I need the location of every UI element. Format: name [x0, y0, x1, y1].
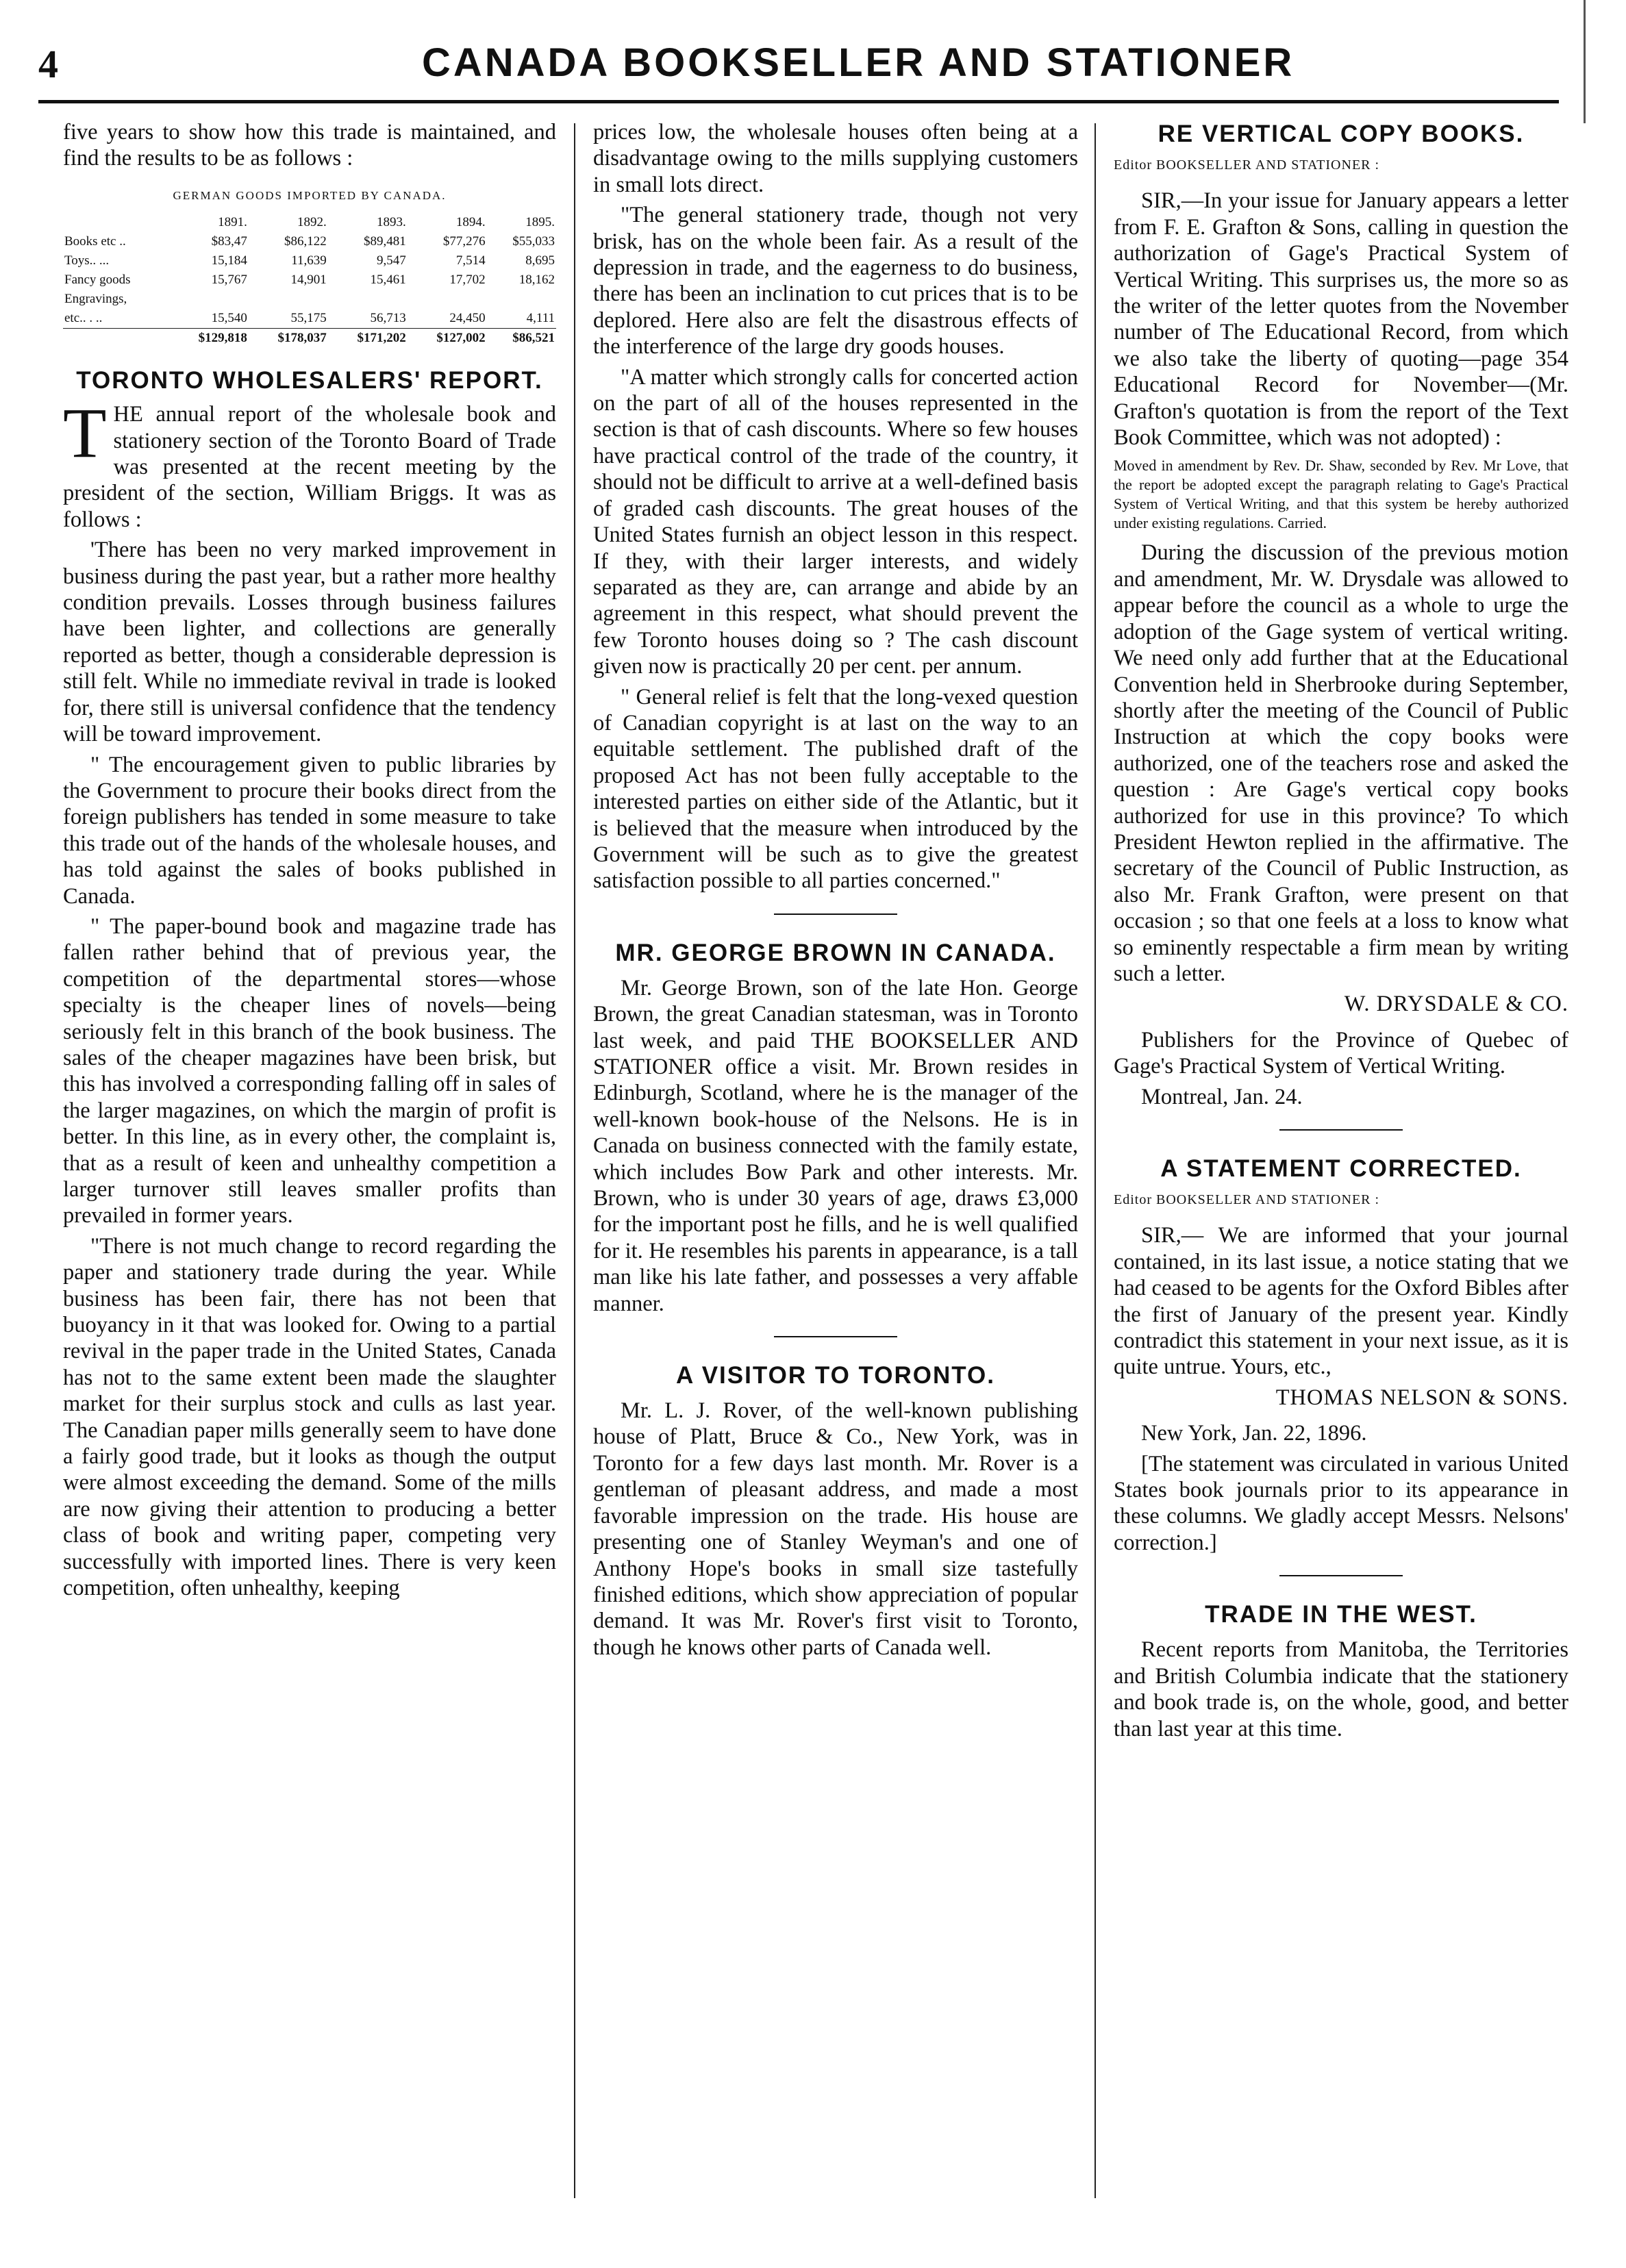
table-cell: 55,175: [290, 311, 327, 326]
article-paragraph: Mr. L. J. Rover, of the well-known publishing house of Platt, Bruce & Co., New York, was in Toronto for a few days last month. Mr. Rover is a gentleman of pleasant address, and made a most favorable impression on the trade. His house are presenting one of Stanley Weyman's and one of Anthony Hope's books in small size tastefully finished editions, which show appreciation of popular demand. It was Mr. Rover's first visit to Toronto, though he knows other parts of Canada well.: [593, 1398, 1078, 1660]
table-cell: 9,547: [376, 253, 406, 268]
article-paragraph: "A matter which strongly calls for concerted action on the part of all of the houses represented in the section is that of cash discounts. Where so few houses have practical control of the trade of the country, it should not be difficult to arrive at a well-defined basis of graded cash discounts. The great houses of the United States furnish an object lesson in this respect. If they, with their larger interests, and widely separated as they are, can arrange and abide by an agreement in this respect, what should prevent the few Toronto houses doing so ? The cash discount given now is practically 20 per cent. per annum.: [593, 364, 1078, 679]
masthead-title: CANADA BOOKSELLER AND STATIONER: [422, 40, 1295, 85]
year-cell: 1895.: [525, 215, 555, 230]
section-divider: [774, 1336, 897, 1337]
article-paragraph: " The paper-bound book and magazine trade has fallen rather behind that of previous year, the competition of the departmental stores—whose specialty is the cheaper lines of novels—being seriously felt in this branch of the book business. The sales of the cheaper magazines have been brisk, but this has involved a corresponding falling off in sales of the larger magazines, on which the margin of profit is better. In this line, as in every other, the complaint is, that as a result of keen and unhealthy competition a larger turnover still leaves smaller profits than prevailed in former years.: [63, 914, 556, 1228]
article-heading-trade-west: TRADE IN THE WEST.: [1205, 1601, 1477, 1628]
table-cell: $89,481: [363, 234, 406, 249]
article-heading-visitor: A VISITOR TO TORONTO.: [676, 1362, 995, 1389]
table-cell: 4,111: [526, 311, 555, 326]
import-table: [63, 213, 556, 348]
table-cell: $83,47: [211, 234, 247, 249]
dateline: New York, Jan. 22, 1896.: [1141, 1421, 1367, 1446]
table-cell: 24,450: [449, 311, 486, 326]
col1-intro: five years to show how this trade is maintained, and find the results to be as follows :: [63, 120, 556, 171]
table-row: [63, 309, 556, 329]
article-paragraph: " General relief is felt that the long-vexed question of Canadian copyright is at last on the way to an equitable settlement. The published draft of the proposed Act has not been fully acceptable to the interested parties on either side of the Atlantic, but it is believed that the measure when introduced by the Government will be such as to give the greatest satisfaction possible to all parties concerned.": [593, 684, 1078, 894]
row-label: etc.. . ..: [64, 311, 103, 326]
article-paragraph: " The encouragement given to public libraries by the Government to procure their books direct from the foreign publishers has tended in some measure to take this trade out of the hands of the wholesale houses, and has told against the sales of books published in Canada.: [63, 752, 556, 909]
column-1: [63, 119, 556, 1606]
quoted-motion: Moved in amendment by Rev. Dr. Shaw, seconded by Rev. Mr Love, that the report be adopted except the paragraph relating to Gage's Practical System of Vertical Writing, and that this system be hereby authorized under existing regulations. Carried.: [1114, 457, 1568, 532]
table-cell: $77,276: [442, 234, 486, 249]
table-cell: 56,713: [370, 311, 406, 326]
table-cell: 15,767: [211, 273, 247, 288]
scan-edge-line: [1584, 0, 1586, 123]
dateline: Montreal, Jan. 24.: [1141, 1084, 1303, 1109]
row-label: Fancy goods: [64, 273, 131, 288]
table-row: [63, 232, 556, 251]
article-heading-statement-corrected: A STATEMENT CORRECTED.: [1160, 1155, 1522, 1182]
table-row: [63, 251, 556, 270]
column-3: [1114, 119, 1568, 1746]
section-divider: [1279, 1129, 1403, 1131]
column-2: [593, 119, 1078, 1665]
row-label: Engravings,: [64, 292, 127, 307]
table-cell: $55,033: [512, 234, 555, 249]
year-cell: 1892.: [297, 215, 327, 230]
year-cell: 1893.: [376, 215, 406, 230]
article-paragraph: "There is not much change to record regarding the paper and stationery trade during the year. While business has been fair, there has not been that buoyancy in it that was looked for. Owing to a partial revival in the paper trade in the United States, Canada has not to the same extent been made the slaughter market for their surplus stock and culls as last year. The Canadian paper mills generally seem to have done a fairly good trade, but it looks as though the output were almost exceeding the demand. Some of the mills are now giving their attention to producing a better class of book and writing paper, competing very successfully with imported lines. There is very keen competition, often unhealthy, keeping: [63, 1233, 556, 1601]
total-cell: $129,818: [169, 329, 249, 349]
table-cell: 14,901: [290, 273, 327, 288]
row-label: Books etc ..: [64, 234, 126, 249]
drop-cap: T: [63, 394, 107, 473]
article-paragraph: Recent reports from Manitoba, the Territories and British Columbia indicate that the stationery and book trade is, on the whole, good, and better than last year at this time.: [1114, 1637, 1568, 1741]
signature: W. DRYSDALE & CO.: [1344, 992, 1568, 1017]
article-paragraph: prices low, the wholesale houses often being at a disadvantage owing to the mills supplying customers in small lots direct.: [593, 120, 1078, 197]
article-paragraph: During the discussion of the previous motion and amendment, Mr. W. Drysdale was allowed to appear before the council as a whole to urge the adoption of the Gage system of vertical writing. We need only add further that at the Educational Convention held in Sherbrooke during September, shortly after the meeting of the Council of Public Instruction at which the copy books were authorized, one of the teachers rose and asked the question : Are Gage's vertical copy books authorized for use in this province? To which President Hewton replied in the affirmative. The secretary of the Council of Public Instruction, as also Mr. Frank Grafton, were present on that occasion ; so that one feels at a loss to know what so eminently respectable a firm mean by writing such a letter.: [1114, 540, 1568, 986]
total-cell: $178,037: [249, 329, 328, 349]
page-number: 4: [38, 42, 58, 86]
year-cell: 1891.: [218, 215, 247, 230]
table-cell: 18,162: [518, 273, 555, 288]
editor-note: [The statement was circulated in various United States book journals prior to its appearance in these columns. We gladly accept Messrs. Nelsons' correction.]: [1114, 1451, 1568, 1555]
article-paragraph: Publishers for the Province of Quebec of Gage's Practical System of Vertical Writing.: [1114, 1027, 1568, 1079]
article-paragraph: "The general stationery trade, though not very brisk, has on the whole been fair. As a result of the depression in trade, and the eagerness to do business, there has been an inclination to cut prices that is to be deplored. Here also are felt the disastrous effects of the interference of the large dry goods houses.: [593, 203, 1078, 360]
totals-row: [63, 329, 556, 349]
table-cell: 15,540: [211, 311, 247, 326]
article-paragraph: [63, 394, 556, 533]
article-heading-george-brown: MR. GEORGE BROWN IN CANADA.: [615, 939, 1056, 966]
table-cell: 11,639: [291, 253, 327, 268]
section-divider: [1279, 1575, 1403, 1576]
article-heading-toronto-wholesalers: TORONTO WHOLESALERS' REPORT.: [76, 367, 543, 394]
editor-salutation: Editor BOOKSELLER AND STATIONER :: [1114, 158, 1380, 173]
page-header: [38, 37, 1559, 97]
paragraph-text: HE annual report of the wholesale book and stationery section of the Toronto Board of Trade was presented at the recent meeting by the president of the section, William Briggs. It was as follows :: [63, 402, 556, 532]
row-label: Toys.. ...: [64, 253, 110, 268]
table-cell: 7,514: [455, 253, 486, 268]
article-paragraph: 'There has been no very marked improvement in business during the past year, but a rather more healthy condition prevails. Losses through business failures have been lighter, and collections are generally reported as better, though a considerable depression is still felt. While no immediate revival in trade is looked for, there still is universal confidence that the tendency will be toward improvement.: [63, 538, 556, 747]
section-divider: [774, 914, 897, 915]
article-paragraph: SIR,— We are informed that your journal contained, in its last issue, a notice stating that we had ceased to be agents for the Oxford Bibles after the first of January of the present year. Kindly contradict this statement in your next issue, as it is quite untrue. Yours, etc.,: [1114, 1223, 1568, 1380]
total-cell: $171,202: [328, 329, 408, 349]
import-table-caption: GERMAN GOODS IMPORTED BY CANADA.: [173, 188, 447, 202]
total-cell: $86,521: [487, 329, 556, 349]
table-row: [63, 290, 556, 309]
table-cell: $86,122: [284, 234, 327, 249]
editor-salutation: Editor BOOKSELLER AND STATIONER :: [1114, 1192, 1380, 1207]
import-table-header: [63, 213, 556, 232]
header-rule: [38, 100, 1559, 103]
table-cell: 15,184: [211, 253, 247, 268]
table-cell: 15,461: [370, 273, 406, 288]
signature: THOMAS NELSON & SONS.: [1275, 1385, 1568, 1410]
article-paragraph: Mr. George Brown, son of the late Hon. George Brown, the great Canadian statesman, was in Toronto last week, and paid THE BOOKSELLER AND STATIONER office a visit. Mr. Brown resides in Edinburgh, Scotland, where he is the manager of the well-known book-house of the Nelsons. He is in Canada on business connected with the family estate, which includes Bow Park and other interests. Mr. Brown, who is under 30 years of age, draws £3,000 for the important post he fills, and he is well qualified for it. He resembles his parents in appearance, is a tall man like his late father, and possesses a very affable manner.: [593, 975, 1078, 1316]
column-rule-2: [1095, 123, 1096, 2198]
article-heading-vertical-copy-books: RE VERTICAL COPY BOOKS.: [1158, 121, 1525, 147]
table-cell: 8,695: [525, 253, 555, 268]
table-cell: 17,702: [449, 273, 486, 288]
table-row: [63, 270, 556, 290]
year-cell: 1894.: [455, 215, 486, 230]
article-paragraph: SIR,—In your issue for January appears a letter from F. E. Grafton & Sons, calling in question the authorization of Gage's Practical System of Vertical Writing. This surprises us, the more so as the writer of the letter quotes from the November number of The Educational Record, from which we also take the liberty of quoting—page 354 Educational Record for November—(Mr. Grafton's quotation is from the report of the Text Book Committee, which was not adopted) :: [1114, 188, 1568, 451]
total-cell: $127,002: [408, 329, 487, 349]
column-rule-1: [574, 123, 575, 2198]
